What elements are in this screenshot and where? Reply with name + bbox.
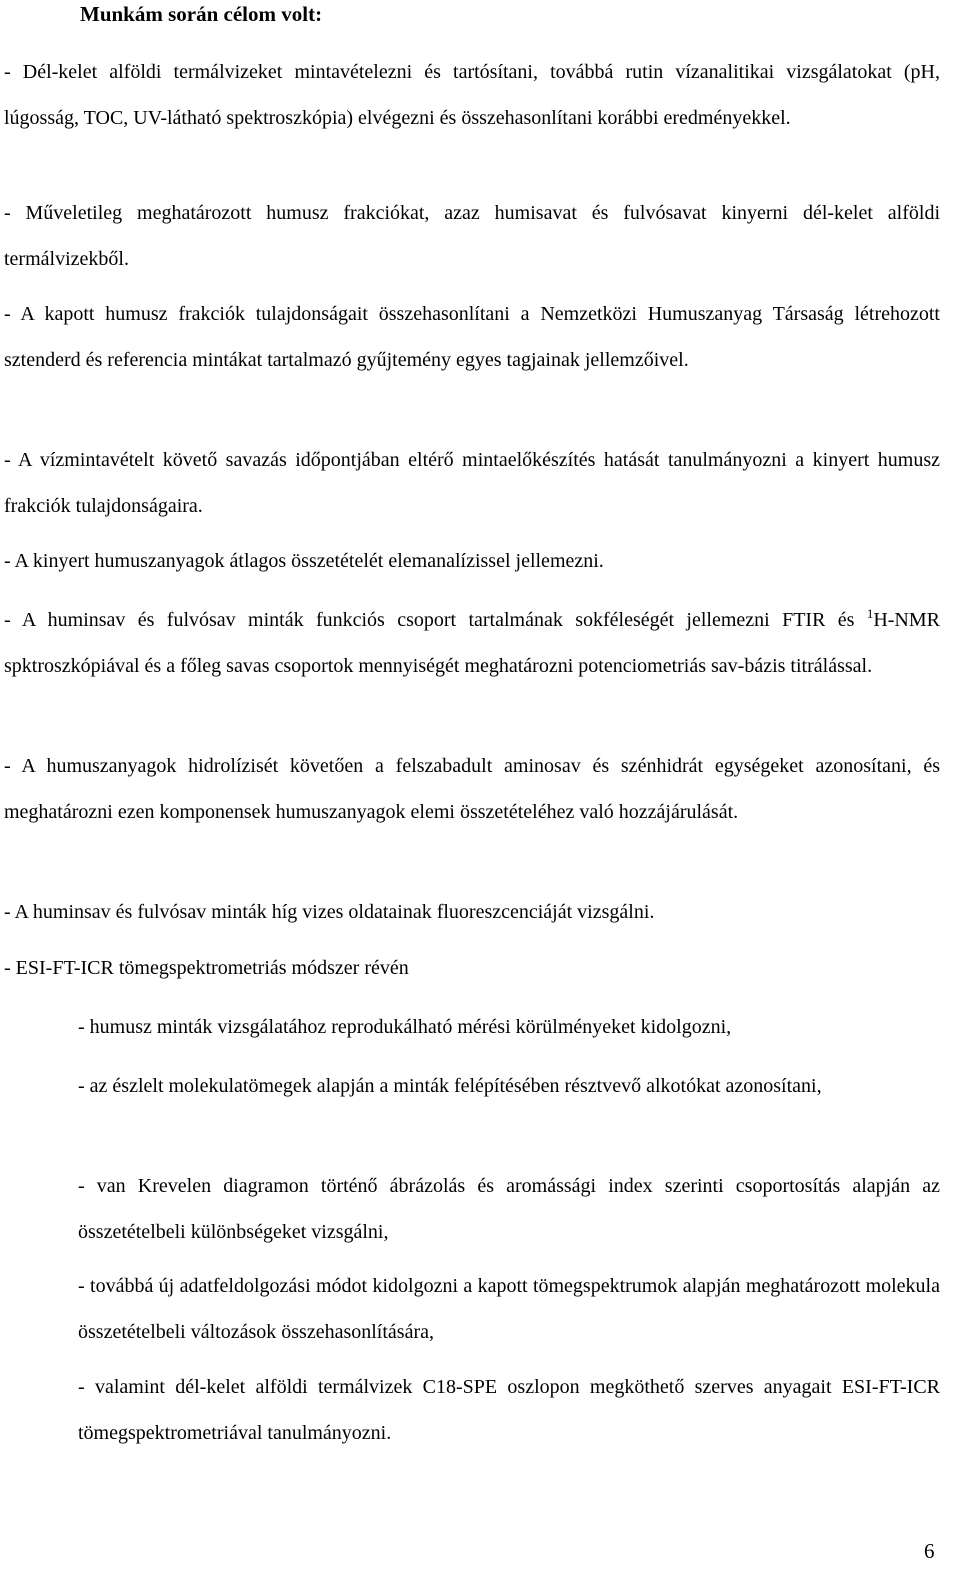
sub-item-4: - továbbá új adatfeldolgozási módot kidolgozni a kapott tömegspektrumok alapján meghatározott molekula összetételbeli változások összehasonlítására, bbox=[78, 1275, 940, 1343]
page-number: 6 bbox=[924, 1539, 935, 1563]
goal-item-2: - Műveletileg meghatározott humusz frakciókat, azaz humisavat és fulvósavat kinyerni dél-kelet alföldi termálvizekből. bbox=[4, 202, 940, 270]
sub-item-5: - valamint dél-kelet alföldi termálvizek C18-SPE oszlopon megköthető szerves anyagait ESI-FT-ICR tömegspektrometriával tanulmányozni. bbox=[78, 1376, 940, 1444]
goal-item-4: - A vízmintavételt követő savazás időpontjában eltérő mintaelőkészítés hatását tanulmányozni a kinyert humusz frakciók tulajdonságaira. bbox=[4, 449, 940, 517]
goal-item-8: - A huminsav és fulvósav minták híg vizes oldatainak fluoreszcenciáját vizsgálni. bbox=[4, 901, 655, 923]
goal-item-6-text-after: H-NMR spktroszkópiával és a főleg savas csoportok mennyiségét meghatározni potenciometriás sav-bázis titrálással. bbox=[4, 609, 940, 677]
sub-item-2: - az észlelt molekulatömegek alapján a minták felépítésében résztvevő alkotókat azonosítani, bbox=[78, 1075, 822, 1097]
goal-item-6-text-before: - A huminsav és fulvósav minták funkciós csoport tartalmának sokféleségét jellemezni FTIR és bbox=[4, 609, 867, 631]
goal-item-3: - A kapott humusz frakciók tulajdonságait összehasonlítani a Nemzetközi Humuszanyag Társaság létrehozott sztenderd és referencia mintákat tartalmazó gyűjtemény egyes tagjainak jellemzőivel. bbox=[4, 303, 940, 371]
goal-item-6-superscript: 1 bbox=[866, 606, 874, 621]
sub-item-1: - humusz minták vizsgálatához reprodukálható mérési körülményeket kidolgozni, bbox=[78, 1016, 732, 1038]
goal-item-7: - A humuszanyagok hidrolízisét követően a felszabadult aminosav és szénhidrát egységeket azonosítani, és meghatározni ezen komponensek humuszanyagok elemi összetételéhez való hozzájárulását. bbox=[4, 755, 940, 823]
sub-item-3: - van Krevelen diagramon történő ábrázolás és aromássági index szerinti csoportosítás alapján az összetételbeli különbségeket vizsgálni, bbox=[78, 1175, 940, 1243]
goal-item-5: - A kinyert humuszanyagok átlagos összetételét elemanalízissel jellemezni. bbox=[4, 550, 604, 572]
goal-item-9: - ESI-FT-ICR tömegspektrometriás módszer révén bbox=[4, 957, 409, 979]
goal-item-6 bbox=[4, 597, 940, 689]
section-heading: Munkám során célom volt: bbox=[80, 2, 323, 26]
goal-item-1: - Dél-kelet alföldi termálvizeket mintavételezni és tartósítani, továbbá rutin vízanalitikai vizsgálatokat (pH, lúgosság, TOC, UV-látható spektroszkópia) elvégezni és összehasonlítani korábbi eredményekkel. bbox=[4, 61, 940, 129]
